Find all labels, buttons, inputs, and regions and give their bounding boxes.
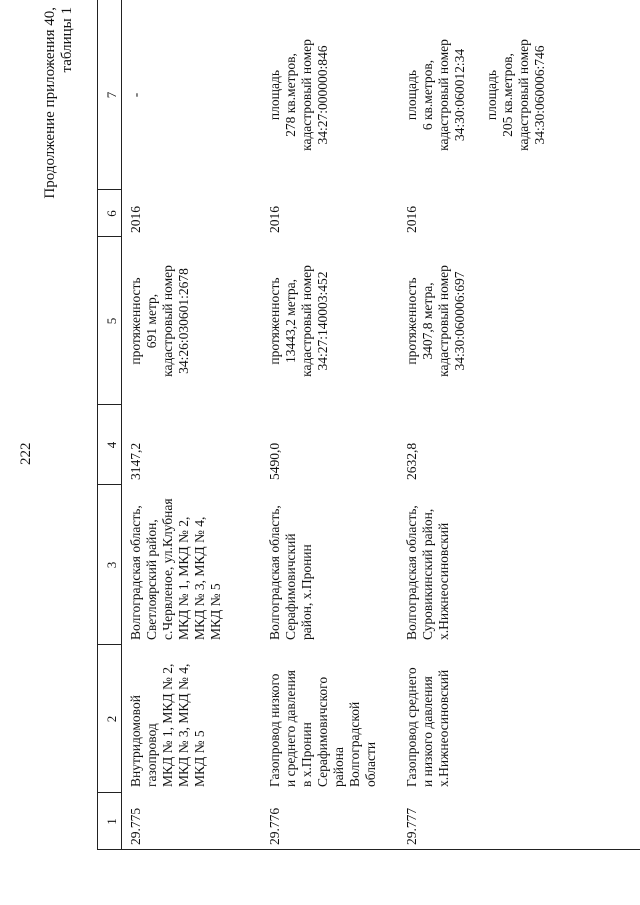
table-top-line — [97, 0, 98, 850]
object-address: Волгоградская область, Суровикинский район, х.Нижнеосиновский — [404, 505, 451, 640]
object-year: 2016 — [404, 206, 419, 233]
object-name: Газопровод низкого и среднего давления в х.Пронин Серафимовичского района Волгоградской области — [267, 669, 378, 787]
row-number: 29.775 — [128, 807, 143, 845]
object-cost: 5490,0 — [267, 442, 282, 480]
object-address: Волгоградская область, Серафимовичский район, х.Пронин — [267, 505, 314, 640]
header-col-4: 4 — [104, 441, 119, 449]
header-col-1: 1 — [104, 818, 119, 825]
object-cost: 2632,8 — [404, 442, 419, 480]
object-area: площадь 278 кв.метров, кадастровый номер 34:27:000000:846 — [267, 39, 330, 151]
continuation-line-2: таблицы 1 — [59, 7, 75, 73]
object-name: Газопровод среднего и низкого давления х.Нижнеосиновский — [404, 667, 451, 787]
row-number: 29.777 — [404, 807, 419, 845]
table-header-line — [121, 0, 122, 850]
page-number: 222 — [18, 442, 34, 465]
table-left-border — [97, 849, 640, 850]
object-year: 2016 — [267, 206, 282, 233]
continuation-note — [42, 7, 76, 327]
object-area: площадь 6 кв.метров, кадастровый номер 34:30:060012:34 площадь 205 кв.метров, кадастровый номер 34:30:060006:746 — [404, 39, 547, 151]
object-name: Внутридомовой газопровод МКД № 1, МКД № 2, МКД № 3, МКД № 4, МКД № 5 — [128, 663, 207, 787]
object-length: протяженность 691 метр, кадастровый номер 34:26:030601:2678 — [128, 265, 191, 377]
object-length: протяженность 13443,2 метра, кадастровый номер 34:27:140003:452 — [267, 265, 330, 377]
header-col-6: 6 — [104, 210, 119, 217]
row-number: 29.776 — [267, 807, 282, 845]
object-year: 2016 — [128, 206, 143, 233]
object-cost: 3147,2 — [128, 442, 143, 480]
header-col-5: 5 — [104, 317, 119, 325]
header-col-7: 7 — [104, 91, 119, 99]
object-area: - — [128, 92, 143, 98]
continuation-line-1: Продолжение приложения 40, — [42, 7, 58, 199]
header-col-3: 3 — [104, 561, 119, 569]
header-col-2: 2 — [104, 715, 119, 723]
object-address: Волгоградская область, Светлоярский район, с.Червленое, ул.Клубная МКД № 1, МКД № 2, МКД № 3, МКД № 4, МКД № 5 — [128, 498, 223, 640]
object-length: протяженность 3407,8 метра, кадастровый номер 34:30:060006:697 — [404, 265, 467, 377]
